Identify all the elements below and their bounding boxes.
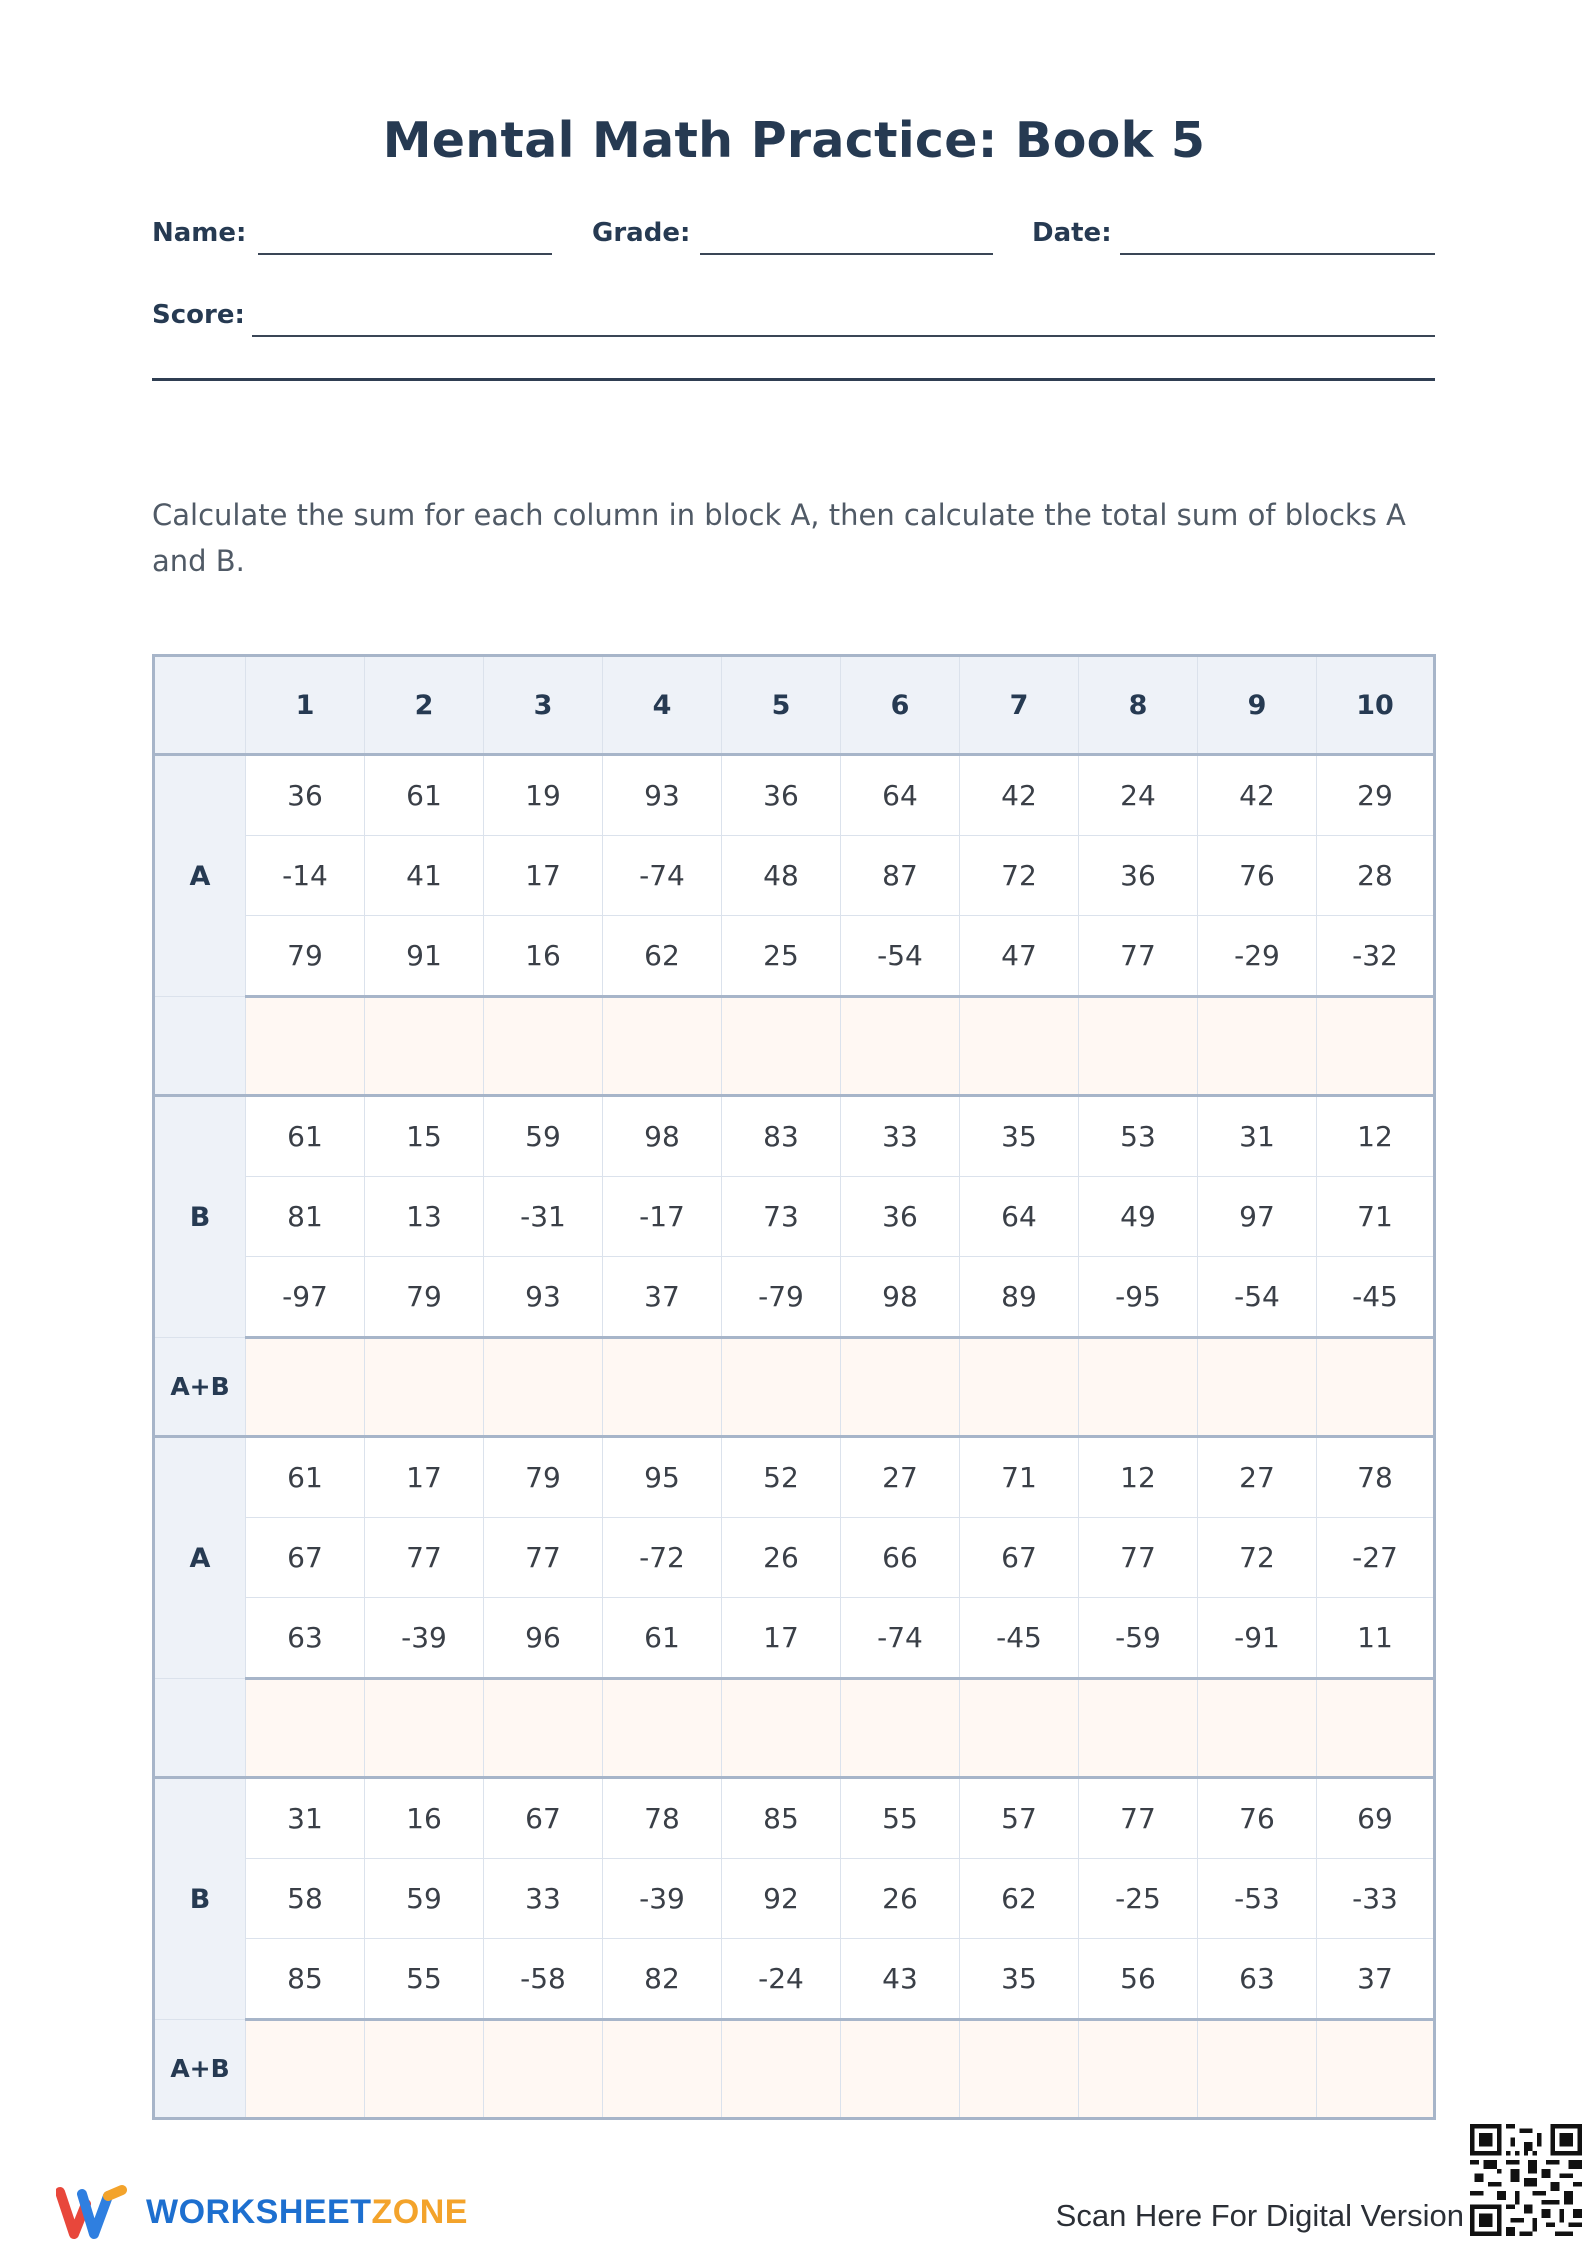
- number-cell: 63: [246, 1598, 365, 1679]
- block-a-sum-label: [154, 1679, 246, 1778]
- answer-input-cell[interactable]: [1317, 2020, 1435, 2119]
- number-cell: -25: [1079, 1859, 1198, 1939]
- answer-input-cell[interactable]: [365, 1338, 484, 1437]
- number-cell: 78: [1317, 1437, 1435, 1518]
- score-label: Score:: [152, 300, 245, 330]
- answer-input-cell[interactable]: [722, 1338, 841, 1437]
- number-cell: -58: [484, 1939, 603, 2020]
- answer-input-cell[interactable]: [1198, 997, 1317, 1096]
- number-cell: 92: [722, 1859, 841, 1939]
- column-header: 10: [1317, 656, 1435, 755]
- number-cell: 52: [722, 1437, 841, 1518]
- number-cell: -14: [246, 836, 365, 916]
- number-cell: 31: [1198, 1096, 1317, 1177]
- answer-input-cell[interactable]: [603, 1679, 722, 1778]
- answer-input-cell[interactable]: [1317, 1338, 1435, 1437]
- number-cell: 61: [603, 1598, 722, 1679]
- table-body: [154, 755, 1435, 2119]
- brand-name-part2: ZONE: [371, 2192, 468, 2231]
- number-cell: -17: [603, 1177, 722, 1257]
- block-a-sum-label: [154, 997, 246, 1096]
- brand-logo: [56, 2184, 468, 2240]
- number-cell: 31: [246, 1778, 365, 1859]
- column-header: 3: [484, 656, 603, 755]
- number-cell: 16: [365, 1778, 484, 1859]
- number-cell: 17: [484, 836, 603, 916]
- number-cell: 56: [1079, 1939, 1198, 2020]
- column-header: 5: [722, 656, 841, 755]
- number-cell: -74: [603, 836, 722, 916]
- number-cell: 69: [1317, 1778, 1435, 1859]
- answer-input-cell[interactable]: [246, 997, 365, 1096]
- number-cell: 37: [603, 1257, 722, 1338]
- qr-code-icon[interactable]: [1470, 2124, 1582, 2236]
- number-cell: 59: [484, 1096, 603, 1177]
- number-cell: -45: [1317, 1257, 1435, 1338]
- number-cell: 28: [1317, 836, 1435, 916]
- number-cell: 93: [603, 755, 722, 836]
- number-cell: 76: [1198, 836, 1317, 916]
- answer-input-cell[interactable]: [722, 1679, 841, 1778]
- number-cell: 17: [722, 1598, 841, 1679]
- table-row: [154, 1437, 1435, 1518]
- answer-input-cell[interactable]: [1079, 1679, 1198, 1778]
- number-cell: 77: [1079, 1518, 1198, 1598]
- number-cell: 55: [841, 1778, 960, 1859]
- number-cell: -95: [1079, 1257, 1198, 1338]
- table-row: [154, 1598, 1435, 1679]
- number-cell: 79: [484, 1437, 603, 1518]
- block-label: A: [154, 755, 246, 997]
- number-cell: 33: [484, 1859, 603, 1939]
- column-header: 4: [603, 656, 722, 755]
- table-row: [154, 1257, 1435, 1338]
- number-cell: -45: [960, 1598, 1079, 1679]
- number-cell: 97: [1198, 1177, 1317, 1257]
- number-cell: -72: [603, 1518, 722, 1598]
- answer-input-cell[interactable]: [484, 2020, 603, 2119]
- scan-caption: Scan Here For Digital Version: [1055, 2198, 1464, 2233]
- block-label: B: [154, 1096, 246, 1338]
- number-cell: 35: [960, 1939, 1079, 2020]
- answer-input-cell[interactable]: [484, 1679, 603, 1778]
- number-cell: -27: [1317, 1518, 1435, 1598]
- number-cell: -97: [246, 1257, 365, 1338]
- column-header-row: [154, 656, 1435, 755]
- date-label: Date:: [1032, 218, 1112, 248]
- page-title: Mental Math Practice: Book 5: [382, 112, 1206, 169]
- table-row: [154, 1177, 1435, 1257]
- number-cell: -53: [1198, 1859, 1317, 1939]
- number-cell: 53: [1079, 1096, 1198, 1177]
- number-cell: 95: [603, 1437, 722, 1518]
- number-cell: 15: [365, 1096, 484, 1177]
- number-cell: -31: [484, 1177, 603, 1257]
- answer-input-cell[interactable]: [365, 1679, 484, 1778]
- number-cell: 93: [484, 1257, 603, 1338]
- answer-input-cell[interactable]: [960, 997, 1079, 1096]
- answer-input-cell[interactable]: [365, 997, 484, 1096]
- number-cell: -79: [722, 1257, 841, 1338]
- table-row: [154, 1778, 1435, 1859]
- number-cell: 82: [603, 1939, 722, 2020]
- number-cell: 98: [603, 1096, 722, 1177]
- answer-input-cell[interactable]: [1079, 1338, 1198, 1437]
- number-cell: 43: [841, 1939, 960, 2020]
- header-divider: [152, 378, 1435, 381]
- number-cell: 29: [1317, 755, 1435, 836]
- number-cell: 79: [365, 1257, 484, 1338]
- answer-input-cell[interactable]: [246, 1679, 365, 1778]
- number-cell: 78: [603, 1778, 722, 1859]
- number-cell: 36: [841, 1177, 960, 1257]
- number-cell: -91: [1198, 1598, 1317, 1679]
- number-cell: 67: [246, 1518, 365, 1598]
- block-a-sum-row: [154, 997, 1435, 1096]
- number-cell: 61: [365, 755, 484, 836]
- column-header: 6: [841, 656, 960, 755]
- number-cell: -39: [365, 1598, 484, 1679]
- table-row: [154, 1518, 1435, 1598]
- number-cell: 77: [484, 1518, 603, 1598]
- number-cell: 12: [1079, 1437, 1198, 1518]
- answer-input-cell[interactable]: [1198, 1679, 1317, 1778]
- number-cell: 72: [960, 836, 1079, 916]
- number-cell: 98: [841, 1257, 960, 1338]
- grade-label: Grade:: [592, 218, 691, 248]
- answer-input-cell[interactable]: [1317, 1679, 1435, 1778]
- block-a-sum-row: [154, 1679, 1435, 1778]
- number-cell: 33: [841, 1096, 960, 1177]
- number-cell: 63: [1198, 1939, 1317, 2020]
- number-cell: 13: [365, 1177, 484, 1257]
- number-cell: 58: [246, 1859, 365, 1939]
- table-row: [154, 755, 1435, 836]
- number-cell: -29: [1198, 916, 1317, 997]
- number-cell: 35: [960, 1096, 1079, 1177]
- number-cell: -24: [722, 1939, 841, 2020]
- number-cell: 36: [246, 755, 365, 836]
- number-cell: 76: [1198, 1778, 1317, 1859]
- number-cell: -39: [603, 1859, 722, 1939]
- number-cell: 77: [1079, 1778, 1198, 1859]
- answer-input-cell[interactable]: [484, 997, 603, 1096]
- answer-input-cell[interactable]: [484, 1338, 603, 1437]
- number-cell: -74: [841, 1598, 960, 1679]
- answer-input-cell[interactable]: [365, 2020, 484, 2119]
- number-cell: 71: [960, 1437, 1079, 1518]
- instructions: Calculate the sum for each column in block A, then calculate the total sum of blocks A and B.: [152, 498, 1406, 578]
- number-cell: 25: [722, 916, 841, 997]
- number-cell: 91: [365, 916, 484, 997]
- number-cell: 61: [246, 1096, 365, 1177]
- table-row: [154, 1096, 1435, 1177]
- number-cell: 27: [1198, 1437, 1317, 1518]
- number-cell: 77: [1079, 916, 1198, 997]
- number-cell: 85: [246, 1939, 365, 2020]
- corner-cell: [154, 656, 246, 755]
- number-cell: 24: [1079, 755, 1198, 836]
- answer-input-cell[interactable]: [603, 2020, 722, 2119]
- number-cell: 11: [1317, 1598, 1435, 1679]
- number-cell: 26: [841, 1859, 960, 1939]
- number-cell: 36: [1079, 836, 1198, 916]
- answer-input-cell[interactable]: [722, 2020, 841, 2119]
- number-cell: 87: [841, 836, 960, 916]
- number-cell: -54: [841, 916, 960, 997]
- date-field[interactable]: [1120, 253, 1435, 255]
- answer-input-cell[interactable]: [1079, 997, 1198, 1096]
- total-sum-label: A+B: [154, 2020, 246, 2119]
- total-sum-label: A+B: [154, 1338, 246, 1437]
- column-header: 1: [246, 656, 365, 755]
- number-cell: 57: [960, 1778, 1079, 1859]
- number-cell: 71: [1317, 1177, 1435, 1257]
- table-row: [154, 916, 1435, 997]
- answer-input-cell[interactable]: [1198, 2020, 1317, 2119]
- answer-input-cell[interactable]: [841, 1679, 960, 1778]
- total-sum-row: [154, 2020, 1435, 2119]
- table-row: [154, 1939, 1435, 2020]
- number-cell: 48: [722, 836, 841, 916]
- number-cell: 42: [960, 755, 1079, 836]
- number-cell: 12: [1317, 1096, 1435, 1177]
- number-cell: 85: [722, 1778, 841, 1859]
- answer-input-cell[interactable]: [960, 1679, 1079, 1778]
- number-cell: -59: [1079, 1598, 1198, 1679]
- number-cell: 16: [484, 916, 603, 997]
- name-field[interactable]: [258, 253, 552, 255]
- table-row: [154, 836, 1435, 916]
- number-cell: 62: [603, 916, 722, 997]
- number-cell: 36: [722, 755, 841, 836]
- number-cell: 61: [246, 1437, 365, 1518]
- number-cell: 64: [841, 755, 960, 836]
- answer-input-cell[interactable]: [246, 2020, 365, 2119]
- number-cell: 72: [1198, 1518, 1317, 1598]
- block-label: A: [154, 1437, 246, 1679]
- total-sum-row: [154, 1338, 1435, 1437]
- number-cell: 17: [365, 1437, 484, 1518]
- block-label: B: [154, 1778, 246, 2020]
- answer-input-cell[interactable]: [841, 1338, 960, 1437]
- number-cell: 59: [365, 1859, 484, 1939]
- answer-input-cell[interactable]: [1079, 2020, 1198, 2119]
- number-cell: 67: [484, 1778, 603, 1859]
- brand-name-part1: WORKSHEET: [146, 2192, 372, 2231]
- number-cell: -54: [1198, 1257, 1317, 1338]
- number-cell: 81: [246, 1177, 365, 1257]
- answer-input-cell[interactable]: [960, 2020, 1079, 2119]
- number-cell: 89: [960, 1257, 1079, 1338]
- number-cell: 73: [722, 1177, 841, 1257]
- answer-input-cell[interactable]: [603, 1338, 722, 1437]
- worksheetzone-logo-icon: [56, 2184, 132, 2240]
- number-cell: 49: [1079, 1177, 1198, 1257]
- number-cell: 83: [722, 1096, 841, 1177]
- number-cell: 42: [1198, 755, 1317, 836]
- number-cell: 62: [960, 1859, 1079, 1939]
- answer-input-cell[interactable]: [722, 997, 841, 1096]
- column-header: 9: [1198, 656, 1317, 755]
- grade-field[interactable]: [700, 253, 993, 255]
- number-cell: 47: [960, 916, 1079, 997]
- number-cell: -32: [1317, 916, 1435, 997]
- number-cell: 19: [484, 755, 603, 836]
- answer-input-cell[interactable]: [960, 1338, 1079, 1437]
- table-row: [154, 1859, 1435, 1939]
- number-cell: 37: [1317, 1939, 1435, 2020]
- number-cell: 77: [365, 1518, 484, 1598]
- number-cell: -33: [1317, 1859, 1435, 1939]
- column-header: 8: [1079, 656, 1198, 755]
- answer-input-cell[interactable]: [1198, 1338, 1317, 1437]
- answer-input-cell[interactable]: [841, 2020, 960, 2119]
- name-label: Name:: [152, 218, 247, 248]
- answer-input-cell[interactable]: [603, 997, 722, 1096]
- number-cell: 55: [365, 1939, 484, 2020]
- number-cell: 66: [841, 1518, 960, 1598]
- number-cell: 27: [841, 1437, 960, 1518]
- answer-input-cell[interactable]: [1317, 997, 1435, 1096]
- number-cell: 67: [960, 1518, 1079, 1598]
- number-cell: 26: [722, 1518, 841, 1598]
- math-table: [152, 654, 1436, 2120]
- number-cell: 79: [246, 916, 365, 997]
- answer-input-cell[interactable]: [246, 1338, 365, 1437]
- column-header: 2: [365, 656, 484, 755]
- score-field[interactable]: [252, 335, 1435, 337]
- column-header: 7: [960, 656, 1079, 755]
- number-cell: 96: [484, 1598, 603, 1679]
- answer-input-cell[interactable]: [841, 997, 960, 1096]
- number-cell: 41: [365, 836, 484, 916]
- number-cell: 64: [960, 1177, 1079, 1257]
